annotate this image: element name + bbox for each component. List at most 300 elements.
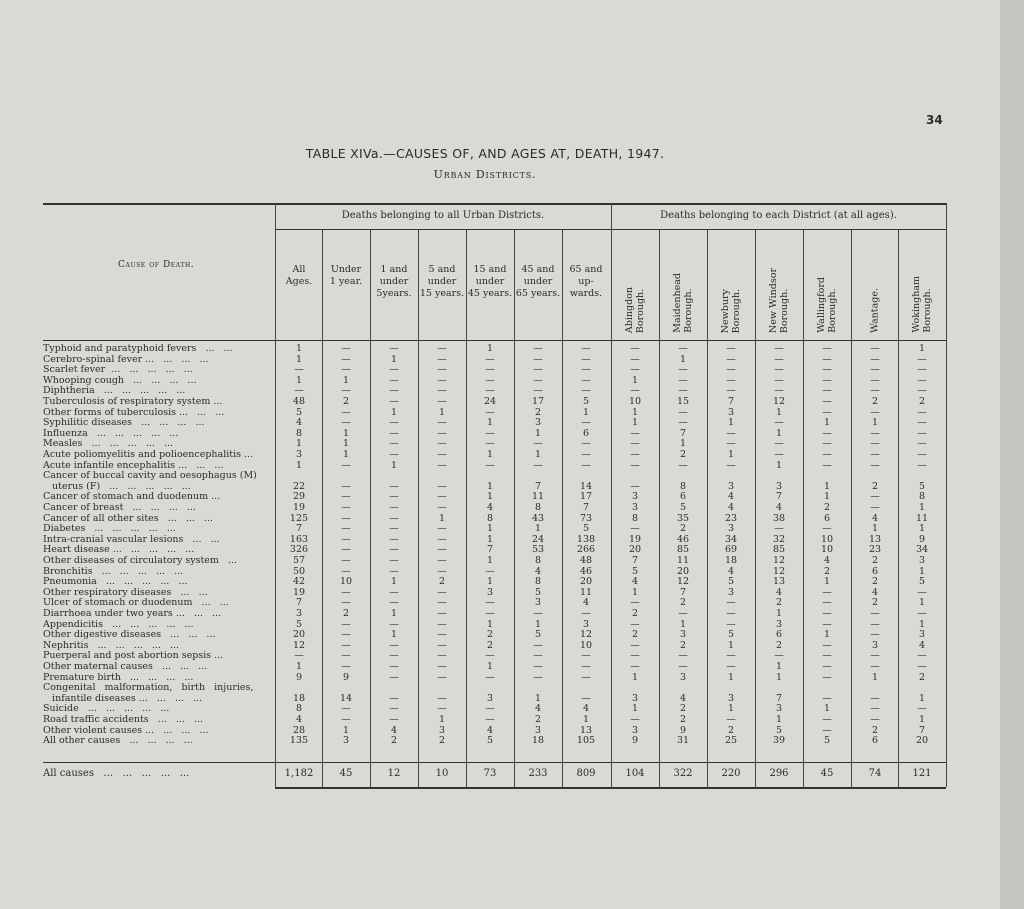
table-cell: — [341, 343, 351, 354]
table-cell: — [485, 438, 495, 450]
table-cell: 7 [679, 586, 687, 598]
table-cell: 1 [775, 671, 783, 683]
cause-label: Appendicitis ... ... ... ... ... [43, 618, 194, 630]
table-cell: 2 [727, 724, 735, 736]
table-cell: — [774, 417, 784, 429]
district-column-header: Wantage. [869, 288, 881, 333]
table-cell: 104 [625, 768, 645, 779]
table-cell: 1 [342, 427, 350, 439]
table-cell: — [822, 353, 832, 365]
table-cell: — [917, 427, 927, 439]
table-cell: 1 [486, 449, 494, 460]
table-cell: 6 [775, 629, 783, 641]
table-cell: — [726, 343, 736, 354]
rule-total-top [43, 762, 946, 763]
table-cell: — [870, 661, 880, 672]
table-cell: 1 [631, 374, 639, 386]
table-cell: 1 [438, 714, 446, 725]
table-cell: — [870, 374, 880, 386]
table-cell: — [917, 650, 927, 662]
table-cell: 20 [579, 576, 593, 588]
table-cell: — [581, 374, 591, 386]
table-cell: 1 [727, 417, 735, 429]
table-cell: 138 [576, 533, 596, 545]
cause-label: Other digestive diseases ... ... ... [43, 629, 216, 641]
table-cell: 53 [531, 544, 545, 556]
table-cell: — [630, 523, 640, 535]
table-row [0, 407, 1000, 418]
table-row [0, 544, 1000, 555]
table-cell: — [822, 671, 832, 683]
table-cell: 1 [486, 555, 494, 566]
table-cell: 12 [387, 768, 401, 779]
cause-label: Congenital malformation, birth injuries, [43, 682, 254, 694]
table-row [0, 725, 1000, 736]
table-cell: 1 [342, 374, 350, 386]
table-cell: 1 [342, 724, 350, 736]
table-cell: — [341, 364, 351, 376]
table-cell: — [341, 480, 351, 492]
table-cell: — [533, 385, 543, 397]
table-cell: — [822, 586, 832, 598]
table-cell: 85 [676, 544, 690, 556]
table-cell: 4 [486, 724, 494, 736]
table-cell: 24 [483, 396, 497, 407]
table-cell: — [630, 438, 640, 450]
table-cell: — [630, 714, 640, 725]
table-cell: — [822, 661, 832, 672]
table-cell: 1 [918, 502, 926, 513]
cause-label: Cancer of stomach and duodenum ... [43, 491, 221, 503]
cause-label: Whooping cough ... ... ... ... [43, 374, 197, 386]
table-cell: — [533, 438, 543, 450]
table-cell: — [437, 502, 447, 513]
table-cell: 2 [534, 406, 542, 418]
table-cell: — [389, 714, 399, 725]
table-cell: 7 [631, 555, 639, 566]
table-cell: 3 [727, 406, 735, 418]
table-cell: — [678, 650, 688, 662]
table-cell: — [485, 608, 495, 619]
table-row [0, 629, 1000, 640]
table-cell: — [437, 629, 447, 641]
table-cell: 7 [775, 692, 783, 704]
table-cell: — [437, 491, 447, 503]
table-row [0, 619, 1000, 630]
cause-label: Other violent causes ... ... ... ... [43, 724, 209, 736]
table-cell: — [822, 597, 832, 609]
table-cell: — [389, 523, 399, 535]
table-cell: 1 [486, 491, 494, 503]
table-cell: — [341, 491, 351, 503]
table-cell: 9 [295, 671, 303, 683]
table-cell: 28 [292, 724, 306, 736]
table-cell: — [389, 692, 399, 704]
table-cell: 1 [775, 661, 783, 672]
table-cell: — [485, 714, 495, 725]
table-cell: — [822, 396, 832, 407]
table-cell: 4 [775, 586, 783, 598]
table-cell: — [485, 650, 495, 662]
table-row [0, 438, 1000, 449]
table-cell: 8 [534, 502, 542, 513]
table-cell: 4 [534, 703, 542, 715]
table-cell: 4 [871, 512, 879, 524]
table-cell: — [870, 692, 880, 704]
table-cell: — [917, 608, 927, 619]
table-row [0, 470, 1000, 481]
table-row [0, 417, 1000, 428]
district-column-header: Wallingford Borough. [816, 277, 838, 333]
table-row [0, 449, 1000, 460]
table-cell: — [437, 650, 447, 662]
table-cell: 9 [631, 735, 639, 747]
table-cell: 14 [579, 480, 593, 492]
table-cell: 1 [631, 417, 639, 429]
table-cell: 38 [772, 512, 786, 524]
table-cell: — [437, 533, 447, 545]
table-row [0, 396, 1000, 407]
table-cell: — [437, 565, 447, 577]
table-cell: 105 [576, 735, 596, 747]
table-cell: — [581, 364, 591, 376]
table-cell: — [533, 353, 543, 365]
table-cell: 1 [727, 671, 735, 683]
table-row [0, 491, 1000, 502]
table-row [0, 640, 1000, 651]
cause-label: All other causes ... ... ... ... [43, 735, 193, 747]
table-cell: 1 [631, 406, 639, 418]
table-cell: 9 [918, 533, 926, 545]
table-cell: 2 [823, 565, 831, 577]
table-cell: 6 [871, 735, 879, 747]
table-cell: 4 [582, 597, 590, 609]
table-cell: 1 [823, 629, 831, 641]
age-column-header: 1 and under 5years. [376, 264, 412, 299]
table-cell: — [437, 353, 447, 365]
table-cell: 8 [918, 491, 926, 503]
cause-label: Cancer of breast ... ... ... ... [43, 502, 196, 513]
table-cell: 48 [579, 555, 593, 566]
table-cell: — [726, 661, 736, 672]
table-cell: 1,182 [284, 768, 314, 779]
table-cell: 2 [631, 608, 639, 619]
table-cell: 1 [775, 714, 783, 725]
page-number: 34 [926, 113, 943, 127]
table-cell: — [341, 353, 351, 365]
table-cell: 8 [295, 703, 303, 715]
table-cell: 2 [871, 597, 879, 609]
table-cell: 1 [823, 491, 831, 503]
table-cell: — [774, 650, 784, 662]
table-cell: — [630, 343, 640, 354]
table-cell: 73 [579, 512, 593, 524]
table-cell: 3 [918, 555, 926, 566]
table-cell: — [630, 597, 640, 609]
table-cell: 1 [534, 449, 542, 460]
table-cell: 1 [486, 480, 494, 492]
table-cell: 1 [727, 449, 735, 460]
table-cell: — [341, 523, 351, 535]
table-cell: — [870, 427, 880, 439]
table-cell: — [581, 650, 591, 662]
table-row [0, 523, 1000, 534]
table-cell: 1 [631, 586, 639, 598]
table-cell: 20 [292, 629, 306, 641]
table-cell: 4 [582, 703, 590, 715]
table-cell: — [341, 533, 351, 545]
table-cell: — [630, 459, 640, 471]
table-cell: 1 [342, 438, 350, 450]
table-cell: 3 [631, 491, 639, 503]
table-cell: 220 [721, 768, 741, 779]
table-cell: 22 [292, 480, 306, 492]
table-cell: — [294, 385, 304, 397]
table-cell: 12 [772, 555, 786, 566]
table-cell: 7 [582, 502, 590, 513]
table-cell: 20 [628, 544, 642, 556]
table-cell: — [774, 438, 784, 450]
table-cell: 12 [579, 629, 593, 641]
table-cell: — [774, 449, 784, 460]
cause-label: All causes ... ... ... ... ... [43, 768, 190, 779]
cause-label: Measles ... ... ... ... ... [43, 438, 174, 450]
cause-label: Premature birth ... ... ... ... [43, 671, 194, 683]
table-cell: 2 [438, 735, 446, 747]
table-cell: 8 [295, 427, 303, 439]
table-cell: — [822, 724, 832, 736]
cause-label: Cancer of buccal cavity and oesophagus (M) [43, 470, 257, 482]
table-cell: 1 [390, 406, 398, 418]
table-cell: — [726, 427, 736, 439]
cause-label: Nephritis ... ... ... ... ... [43, 639, 180, 651]
table-row [0, 354, 1000, 365]
table-cell: 163 [289, 533, 309, 545]
rule-top [43, 203, 946, 205]
table-cell: 12 [772, 396, 786, 407]
table-cell: 125 [289, 512, 309, 524]
table-cell: 1 [775, 459, 783, 471]
table-cell: 1 [534, 427, 542, 439]
table-cell: — [678, 343, 688, 354]
table-cell: 2 [438, 576, 446, 588]
table-cell: — [389, 597, 399, 609]
table-cell: — [870, 502, 880, 513]
cause-label: Cerebro-spinal fever ... ... ... ... [43, 353, 209, 365]
table-cell: — [389, 512, 399, 524]
table-cell: 1 [390, 629, 398, 641]
table-cell: 1 [823, 576, 831, 588]
table-cell: 3 [534, 724, 542, 736]
table-row [0, 703, 1000, 714]
table-cell: — [870, 449, 880, 460]
table-cell: 4 [727, 565, 735, 577]
table-cell: — [437, 661, 447, 672]
table-cell: — [581, 417, 591, 429]
table-cell: — [870, 703, 880, 715]
table-cell: 322 [673, 768, 693, 779]
table-cell: 32 [772, 533, 786, 545]
table-cell: 19 [628, 533, 642, 545]
table-cell: — [822, 449, 832, 460]
table-cell: — [341, 629, 351, 641]
table-cell: 1 [486, 417, 494, 429]
table-cell: 3 [438, 724, 446, 736]
table-cell: 34 [724, 533, 738, 545]
cause-label: Ulcer of stomach or duodenum ... ... [43, 597, 229, 609]
table-cell: — [726, 459, 736, 471]
table-cell: 10 [339, 576, 353, 588]
table-cell: 1 [918, 714, 926, 725]
table-cell: 1 [918, 523, 926, 535]
table-cell: 2 [679, 597, 687, 609]
table-cell: — [917, 417, 927, 429]
table-cell: 9 [679, 724, 687, 736]
table-cell: 18 [724, 555, 738, 566]
table-cell: 1 [775, 406, 783, 418]
table-cell: 8 [486, 512, 494, 524]
table-cell: — [870, 459, 880, 471]
table-cell: — [437, 438, 447, 450]
table-cell: 1 [295, 661, 303, 672]
table-cell: 2 [871, 576, 879, 588]
table-cell: — [774, 353, 784, 365]
table-cell: — [389, 671, 399, 683]
table-subtitle: Urban Districts. [433, 168, 537, 181]
table-cell: — [294, 650, 304, 662]
table-cell: 1 [679, 353, 687, 365]
table-cell: — [774, 385, 784, 397]
table-cell: 5 [727, 576, 735, 588]
table-cell: — [581, 459, 591, 471]
table-cell: — [389, 343, 399, 354]
table-cell: 2 [918, 671, 926, 683]
cause-label: Suicide ... ... ... ... ... [43, 703, 170, 715]
table-cell: 14 [339, 692, 353, 704]
cause-label: Typhoid and paratyphoid fevers ... ... [43, 343, 233, 354]
table-cell: — [774, 523, 784, 535]
table-cell: — [581, 449, 591, 460]
table-cell: — [822, 714, 832, 725]
table-cell: — [581, 608, 591, 619]
table-cell: 5 [582, 523, 590, 535]
table-cell: 3 [679, 629, 687, 641]
age-column-header: 65 and up- wards. [569, 264, 603, 299]
table-cell: 3 [727, 523, 735, 535]
table-cell: 3 [631, 692, 639, 704]
table-cell: 31 [676, 735, 690, 747]
table-cell: 5 [918, 576, 926, 588]
table-cell: 3 [486, 692, 494, 704]
table-cell: 1 [438, 406, 446, 418]
cause-label: Diarrhoea under two years ... ... ... [43, 608, 222, 619]
table-row [0, 428, 1000, 439]
table-cell: 3 [582, 618, 590, 630]
table-cell: — [917, 449, 927, 460]
table-cell: — [437, 671, 447, 683]
table-cell: 1 [295, 343, 303, 354]
table-cell: — [630, 385, 640, 397]
table-cell: 1 [918, 565, 926, 577]
table-cell: — [870, 714, 880, 725]
table-cell: — [437, 586, 447, 598]
table-cell: — [533, 608, 543, 619]
table-cell: 8 [679, 480, 687, 492]
table-cell: 50 [292, 565, 306, 577]
table-row [0, 682, 1000, 693]
table-cell: 3 [727, 692, 735, 704]
table-cell: — [678, 406, 688, 418]
table-cell: 1 [582, 714, 590, 725]
table-cell: 1 [775, 427, 783, 439]
table-cell: 1 [631, 671, 639, 683]
table-cell: 1 [631, 703, 639, 715]
age-column-header: All Ages. [285, 264, 313, 287]
table-cell: 5 [918, 480, 926, 492]
table-cell: — [533, 343, 543, 354]
table-cell: — [341, 555, 351, 566]
table-cell: 2 [918, 396, 926, 407]
table-cell: — [341, 565, 351, 577]
cause-label: Diphtheria ... ... ... ... ... [43, 385, 186, 397]
table-cell: 12 [676, 576, 690, 588]
table-cell: 3 [679, 671, 687, 683]
table-row [0, 534, 1000, 545]
cause-label: Cancer of all other sites ... ... ... [43, 512, 213, 524]
table-cell: — [726, 353, 736, 365]
table-cell: 2 [679, 523, 687, 535]
table-cell: 1 [390, 576, 398, 588]
table-cell: 3 [775, 703, 783, 715]
table-cell: 13 [772, 576, 786, 588]
table-cell: — [917, 661, 927, 672]
table-cell: 48 [292, 396, 306, 407]
table-cell: — [485, 353, 495, 365]
table-row [0, 364, 1000, 375]
table-row [0, 587, 1000, 598]
table-cell: 2 [342, 396, 350, 407]
table-cell: — [630, 353, 640, 365]
table-cell: — [533, 639, 543, 651]
table-cell: — [822, 459, 832, 471]
table-cell: — [726, 714, 736, 725]
table-cell: — [437, 692, 447, 704]
table-cell: — [437, 480, 447, 492]
cause-label: Tuberculosis of respiratory system ... [43, 396, 223, 407]
group-header-each-district: Deaths belonging to each District (at all ages). [660, 210, 897, 221]
table-cell: 1 [582, 406, 590, 418]
table-cell: — [870, 364, 880, 376]
table-cell: 1 [295, 374, 303, 386]
table-cell: — [917, 385, 927, 397]
table-cell: 4 [486, 502, 494, 513]
table-cell: — [437, 544, 447, 556]
table-cell: 11 [676, 555, 690, 566]
table-cell: — [294, 364, 304, 376]
cause-label: infantile diseases ... ... ... ... [43, 692, 203, 704]
table-row [0, 768, 1000, 779]
table-cell: 69 [724, 544, 738, 556]
cause-label: Pneumonia ... ... ... ... ... [43, 576, 188, 588]
age-column-header: Under 1 year. [329, 264, 363, 287]
table-cell: 1 [823, 703, 831, 715]
table-cell: 5 [582, 396, 590, 407]
table-cell: — [485, 406, 495, 418]
table-cell: 1 [486, 343, 494, 354]
district-column-header: Abingdon Borough. [624, 286, 646, 333]
table-cell: 24 [531, 533, 545, 545]
cause-label: Other diseases of circulatory system ... [43, 555, 238, 566]
